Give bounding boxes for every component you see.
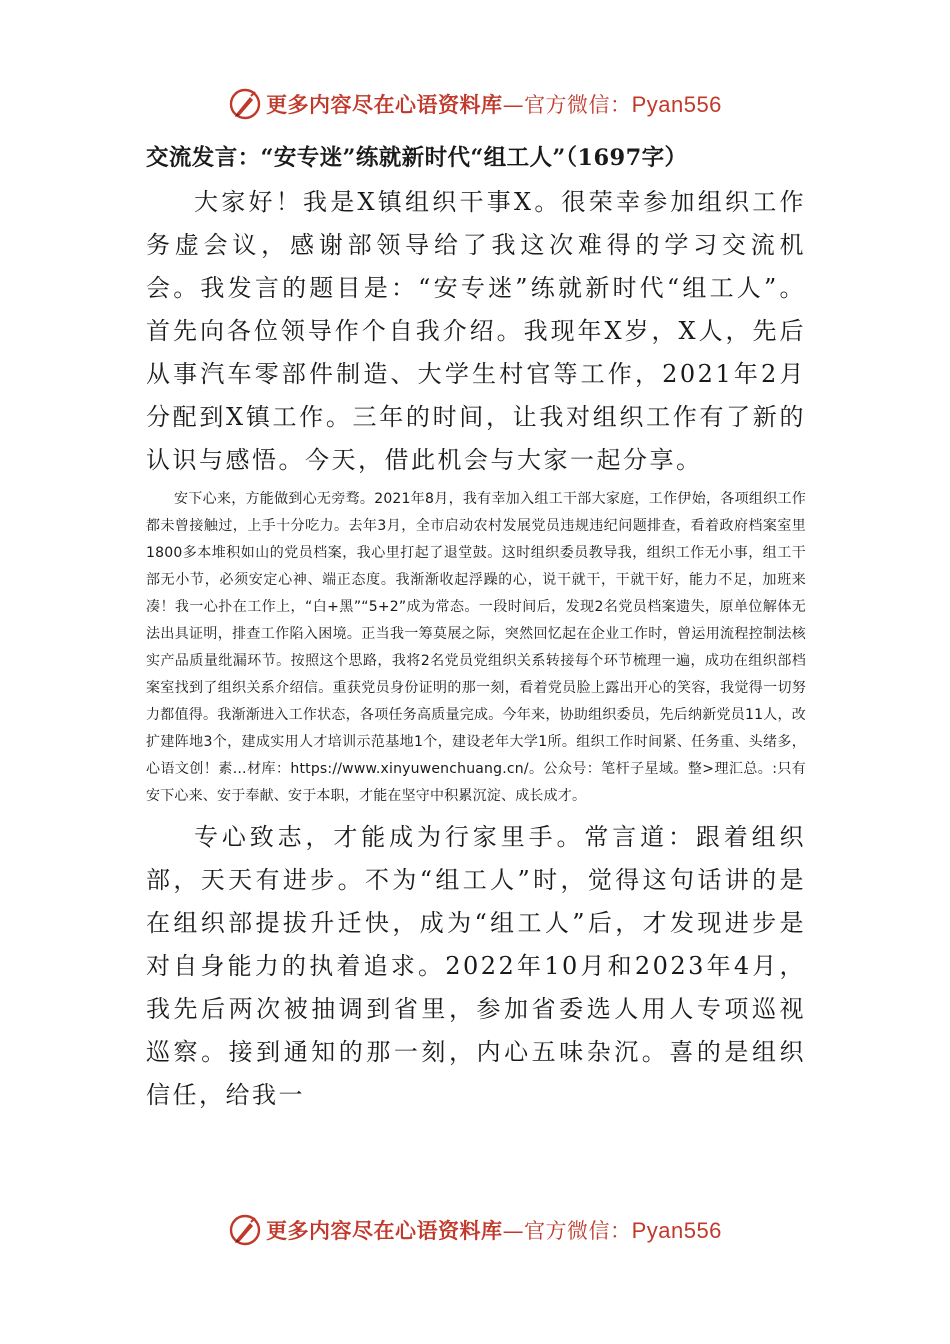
header-banner	[0, 84, 950, 124]
footer-label: 官方微信：	[524, 1219, 632, 1243]
banner-wechat-handle: Pyan556	[631, 92, 722, 117]
pen-logo-icon	[228, 1213, 262, 1247]
document-title: 交流发言：“安专迷”练就新时代“组工人”（1697字）	[146, 145, 688, 171]
footer-wechat-handle: Pyan556	[631, 1218, 722, 1243]
footer-banner	[0, 1210, 950, 1250]
banner-site-name: 更多内容尽在心语资料库	[266, 93, 503, 117]
footer-site-name: 更多内容尽在心语资料库	[266, 1219, 503, 1243]
paragraph-settle-down: 安下心来，方能做到心无旁骛。2021年8月，我有幸加入组工干部大家庭，工作伊始，各项组织工作都未曾接触过，上手十分吃力。去年3月，全市启动农村发展党员违规违纪问题排查，看着政府档案室里1800多本堆积如山的党员档案，我心里打起了退堂鼓。这时组织委员教导我，组织工作无小事，组工干部无小节，必须安定心神、端正态度。我渐渐收起浮躁的心，说干就干，干就干好，能力不足，加班来凑！我一心扑在工作上，“白+黑”“5+2”成为常态。一段时间后，发现2名党员档案遗失，原单位解体无法出具证明，排查工作陷入困境。正当我一筹莫展之际，突然回忆起在企业工作时，曾运用流程控制法核实产品质量纰漏环节。按照这个思路，我将2名党员党组织关系转接每个环节梳理一遍，成功在组织部档案室找到了组织关系介绍信。重获党员身份证明的那一刻，看着党员脸上露出开心的笑容，我觉得一切努力都值得。我渐渐进入工作状态，各项任务高质量完成。今年来，协助组织委员，先后纳新党员11人，改扩建阵地3个，建成实用人才培训示范基地1个，建设老年大学1所。组织工作时间紧、任务重、头绪多，心语文创！素…材库：https://www.xinyuwenchuang.cn/。公众号：笔杆子星域。整>理汇总。:只有安下心来、安于奉献、安于本职，才能在坚守中积累沉淀、成长成才。	[146, 491, 806, 804]
banner-dash: —	[502, 93, 525, 117]
paragraph-intro: 大家好！我是X镇组织干事X。很荣幸参加组织工作务虚会议，感谢部领导给了我这次难得的学习交流机会。我发言的题目是：“安专迷”练就新时代“组工人”。首先向各位领导作个自我介绍。我现年X岁，X人，先后从事汽车零部件制造、大学生村官等工作，2021年2月分配到X镇工作。三年的时间，让我对组织工作有了新的认识与感悟。今天，借此机会与大家一起分享。	[146, 188, 806, 474]
footer-dash: —	[502, 1219, 525, 1243]
document-body	[146, 138, 806, 1117]
paragraph-focus: 专心致志，才能成为行家里手。常言道：跟着组织部，天天有进步。不为“组工人”时，觉得这句话讲的是在组织部提拔升迁快，成为“组工人”后，才发现进步是对自身能力的执着追求。2022年10月和2023年4月，我先后两次被抽调到省里，参加省委选人用人专项巡视巡察。接到通知的那一刻，内心五味杂沉。喜的是组织信任，给我一	[146, 823, 806, 1109]
banner-label: 官方微信：	[524, 93, 632, 117]
pen-logo-icon	[228, 87, 262, 121]
